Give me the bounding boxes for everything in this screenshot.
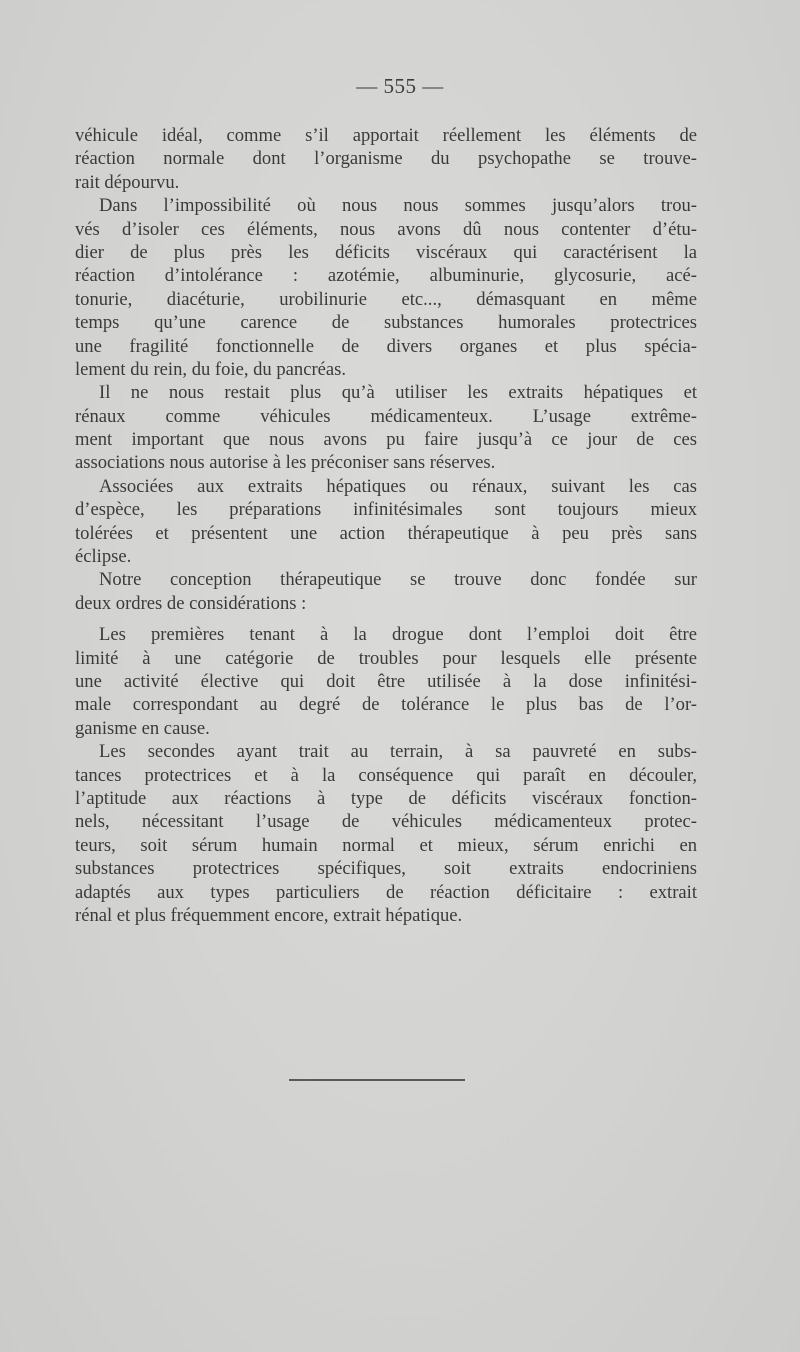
text-line: Les premières tenant à la drogue dont l’emploi doit être: [99, 624, 697, 646]
end-rule: [289, 1079, 465, 1081]
text-line: male correspondant au degré de tolérance le plus bas de l’or-: [75, 694, 697, 716]
text-line: vés d’isoler ces éléments, nous avons dû nous contenter d’étu-: [75, 218, 697, 240]
text-line: dier de plus près les déficits viscéraux qui caractérisent la: [75, 241, 697, 263]
paragraph: [75, 568, 697, 615]
text-line: teurs, soit sérum humain normal et mieux, sérum enrichi en: [75, 834, 697, 856]
text-line: lement du rein, du foie, du pancréas.: [75, 358, 347, 380]
text-line: véhicule idéal, comme s’il apportait réellement les éléments de: [75, 125, 697, 146]
paragraph: [75, 475, 697, 569]
text-line: rait dépourvu.: [75, 171, 180, 193]
text-line: Il ne nous restait plus qu’à utiliser les extraits hépatiques et: [99, 382, 697, 404]
paragraph-gap: [75, 615, 697, 623]
text-line: une activité élective qui doit être utilisée à la dose infinitési-: [75, 670, 697, 692]
paragraph: [75, 623, 697, 740]
text-line: associations nous autorise à les préconiser sans réserves.: [75, 452, 496, 474]
text-line: réaction d’intolérance : azotémie, albuminurie, glycosurie, acé-: [75, 265, 697, 287]
text-line: limité à une catégorie de troubles pour lesquels elle présente: [75, 647, 697, 669]
text-line: tances protectrices et à la conséquence qui paraît en découler,: [75, 764, 697, 786]
paragraph: [75, 381, 697, 475]
text-line: temps qu’une carence de substances humorales protectrices: [75, 312, 697, 334]
paragraph: [75, 194, 697, 381]
text-line: éclipse.: [75, 546, 132, 568]
text-line: d’espèce, les préparations infinitésimales sont toujours mieux: [75, 499, 697, 521]
text-line: rénal et plus fréquemment encore, extrait hépatique.: [75, 904, 463, 926]
text-line: Notre conception thérapeutique se trouve donc fondée sur: [99, 569, 697, 591]
text-line: une fragilité fonctionnelle de divers organes et plus spécia-: [75, 335, 697, 357]
text-line: tolérées et présentent une action thérapeutique à peu près sans: [75, 522, 697, 544]
text-line: tonurie, diacéturie, urobilinurie etc..., démasquant en même: [75, 288, 697, 310]
text-line: Les secondes ayant trait au terrain, à sa pauvreté en subs-: [99, 741, 697, 763]
text-line: rénaux comme véhicules médicamenteux. L’usage extrême-: [75, 405, 697, 427]
paragraph: [75, 740, 697, 927]
text-line: substances protectrices spécifiques, soit extraits endocriniens: [75, 858, 697, 880]
text-line: Associées aux extraits hépatiques ou rénaux, suivant les cas: [99, 475, 697, 497]
page-number: — 555 —: [356, 74, 444, 98]
text-line: deux ordres de considérations :: [75, 592, 307, 614]
text-line: Dans l’impossibilité où nous nous sommes jusqu’alors trou-: [99, 195, 697, 217]
text-line: réaction normale dont l’organisme du psychopathe se trouve-: [75, 148, 697, 170]
text-line: l’aptitude aux réactions à type de déficits viscéraux fonction-: [75, 787, 697, 809]
text-line: adaptés aux types particuliers de réaction déficitaire : extrait: [75, 881, 697, 903]
text-line: ment important que nous avons pu faire jusqu’à ce jour de ces: [75, 429, 697, 451]
text-line: nels, nécessitant l’usage de véhicules médicamenteux protec-: [75, 811, 697, 833]
paragraph: [75, 124, 697, 194]
text-line: ganisme en cause.: [75, 717, 210, 739]
body-text: [75, 124, 697, 927]
